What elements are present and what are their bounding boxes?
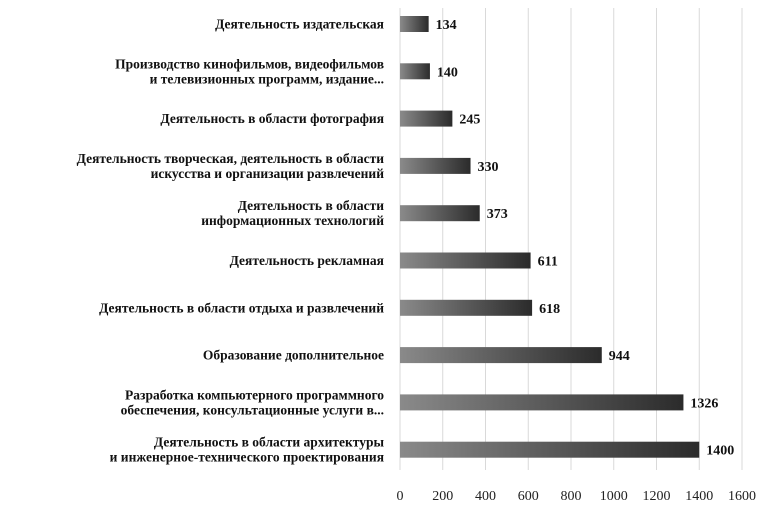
category-label <box>99 300 384 315</box>
value-label: 245 <box>459 112 481 128</box>
category-label-line: Деятельность в области <box>237 198 384 214</box>
x-tick-label: 0 <box>396 489 404 504</box>
category-label-line: и инженерное-технического проектирования <box>109 449 384 465</box>
bar <box>400 205 480 221</box>
x-tick-label: 800 <box>560 489 582 504</box>
bar <box>400 300 532 316</box>
category-label <box>215 17 384 32</box>
value-label: 134 <box>435 18 457 33</box>
value-labels <box>436 18 735 459</box>
category-label <box>77 151 385 181</box>
bar <box>400 16 429 32</box>
category-label <box>115 56 384 86</box>
bar <box>400 253 531 269</box>
category-label-line: информационных технологий <box>201 213 384 229</box>
category-label <box>121 387 385 417</box>
value-label: 373 <box>486 207 508 223</box>
value-label: 944 <box>608 349 630 365</box>
value-label: 611 <box>537 254 558 270</box>
x-tick-label: 1400 <box>685 489 714 504</box>
x-tick-label: 400 <box>475 489 496 504</box>
category-label-line: Деятельность в области отдыха и развлечений <box>99 300 384 316</box>
value-label: 1400 <box>706 443 735 459</box>
category-label <box>110 435 385 465</box>
x-tick-label: 1200 <box>642 489 671 504</box>
bar <box>400 394 683 410</box>
x-tick-label: 1000 <box>599 489 628 504</box>
bar <box>400 442 699 458</box>
category-label-line: Разработка компьютерного программного <box>125 387 384 403</box>
category-label-line: Деятельность издательская <box>215 16 384 32</box>
bar <box>400 158 471 174</box>
category-label <box>230 253 384 268</box>
bar <box>400 347 602 363</box>
x-tick-label: 600 <box>517 489 539 504</box>
category-label-line: и телевизионных программ, издание... <box>149 71 384 87</box>
value-label: 1326 <box>690 396 719 412</box>
bars <box>400 16 699 458</box>
bar <box>400 111 452 127</box>
bar <box>400 63 430 79</box>
x-tick-label: 200 <box>432 489 454 504</box>
category-label-line: Производство кинофильмов, видеофильмов <box>115 56 384 72</box>
category-label-line: обеспечения, консультационные услуги в... <box>120 402 384 418</box>
category-label-line: искусства и организации развлечений <box>150 165 384 181</box>
category-label-line: Деятельность творческая, деятельность в области <box>76 150 384 166</box>
value-label: 330 <box>477 159 499 175</box>
category-label <box>201 198 384 228</box>
value-label: 140 <box>436 65 458 81</box>
value-label: 618 <box>539 301 561 317</box>
category-label-line: Образование дополнительное <box>202 347 384 363</box>
category-label <box>160 111 384 126</box>
category-label-line: Деятельность в области архитектуры <box>153 434 384 450</box>
category-label <box>203 348 384 363</box>
x-axis-ticks <box>397 489 757 504</box>
x-tick-label: 1600 <box>728 489 756 504</box>
category-labels <box>77 17 385 465</box>
category-label-line: Деятельность рекламная <box>229 253 384 268</box>
category-label-line: Деятельность в области фотография <box>160 111 384 127</box>
